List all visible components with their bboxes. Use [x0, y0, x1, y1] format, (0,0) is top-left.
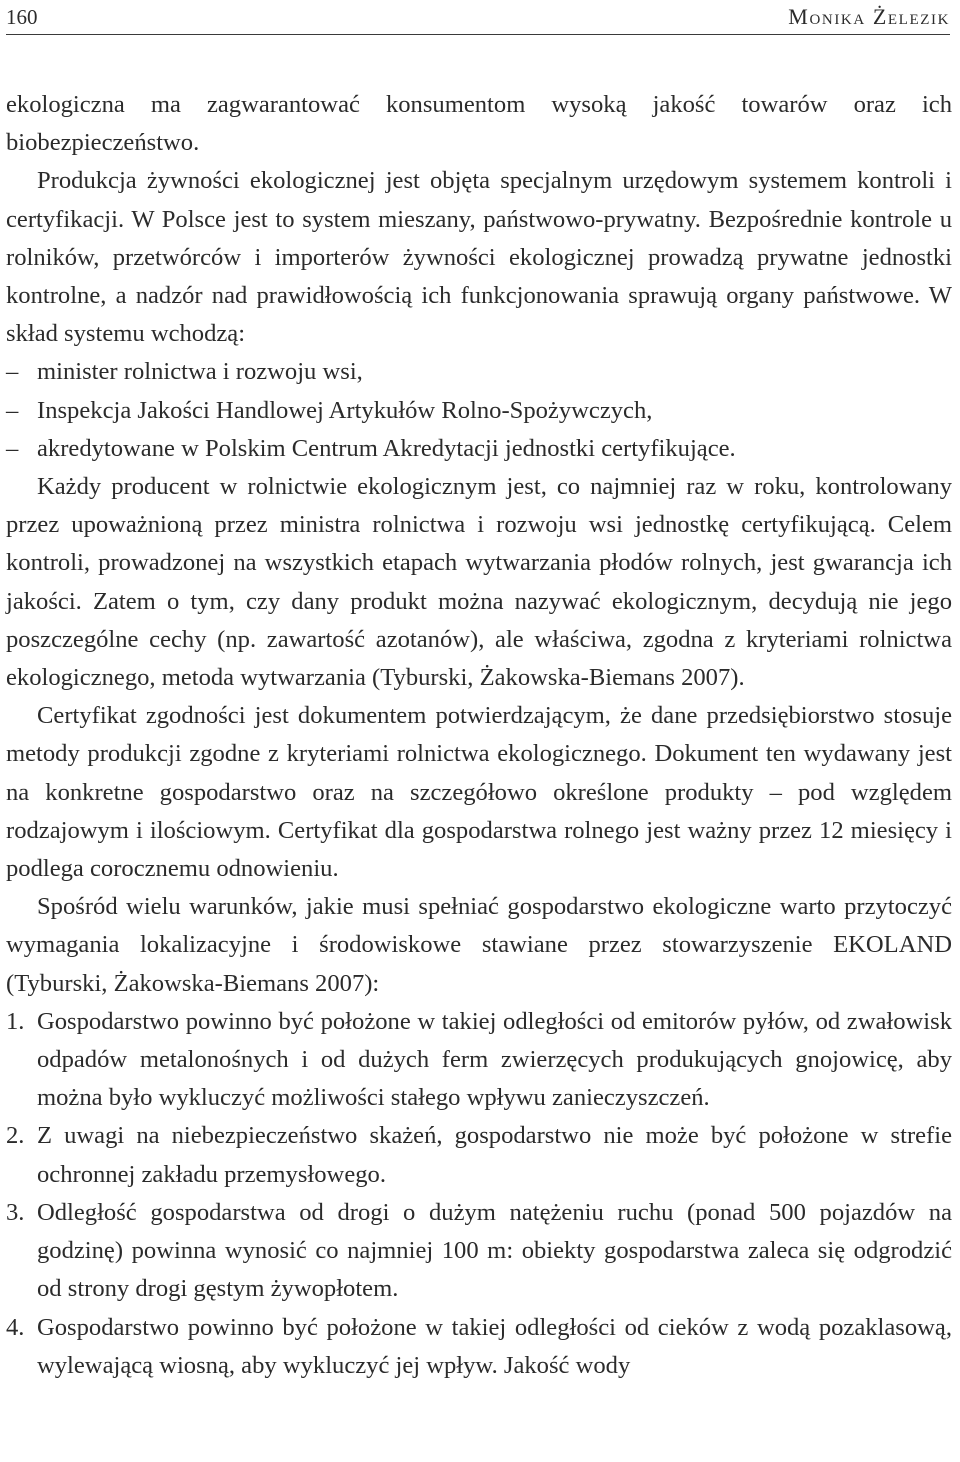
list-item-number: 3. [6, 1198, 25, 1226]
list-item-text: Odległość gospodarstwa od drogi o dużym natężeniu ruchu (ponad 500 pojazdów na godzinę) powinna wynosić co najmniej 100 m: obiekty gospodarstwa zaleca się odgrodzić od strony drogi gęstym żywopłotem. [37, 1198, 952, 1303]
running-head-author: Monika Żelezik [788, 4, 950, 29]
list-item [6, 1309, 952, 1385]
system-members-list [6, 353, 952, 468]
paragraph-ekoland-requirements: Spośród wielu warunków, jakie musi spełniać gospodarstwo ekologiczne warto przytoczyć wymagania lokalizacyjne i środowiskowe stawiane przez stowarzyszenie EKOLAND (Tyburski, Żakowska-Biemans 2007): [6, 893, 952, 997]
body-text [6, 86, 952, 1385]
list-item [6, 1117, 952, 1193]
list-item-number: 4. [6, 1313, 25, 1341]
requirements-list [6, 1003, 952, 1385]
list-item [6, 1003, 952, 1118]
list-item-text: Gospodarstwo powinno być położone w takiej odległości od emitorów pyłów, od zwałowisk odpadów metalonośnych i od dużych ferm zwierzęcych produkujących gnojowicę, aby można było wykluczyć możliwości stałego wpływu zanieczyszczeń. [37, 1007, 952, 1112]
list-item-text: Z uwagi na niebezpieczeństwo skażeń, gospodarstwo nie może być położone w strefie ochronnej zakładu przemysłowego. [37, 1122, 952, 1188]
paragraph-annual-control: Każdy producent w rolnictwie ekologicznym jest, co najmniej raz w roku, kontrolowany przez upoważnioną przez ministra rolnictwa i rozwoju wsi jednostkę certyfikującą. Celem kontroli, prowadzonej na wszystkich etapach wytwarzania płodów rolnych, jest gwarancja ich jakości. Zatem o tym, czy dany produkt można nazywać ekologicznym, decydują nie jego poszczególne cechy (np. zawartość azotanów), ale właściwa, zgodna z kryteriami rolnictwa ekologicznego, metoda wytwarzania (Tyburski, Żakowska-Biemans 2007). [6, 473, 952, 692]
list-item [6, 1194, 952, 1309]
paragraph-certificate: Certyfikat zgodności jest dokumentem potwierdzającym, że dane przedsiębiorstwo stosuje metody produkcji zgodne z kryteriami rolnictwa ekologicznego. Dokument ten wydawany jest na konkretne gospodarstwo oraz na szczegółowo określone produkty – pod względem rodzajowym i ilościowym. Certyfikat dla gospodarstwa rolnego jest ważny przez 12 miesięcy i podlega corocznemu odnowieniu. [6, 702, 952, 883]
list-item-number: 1. [6, 1007, 25, 1035]
paragraph-continuation: ekologiczna ma zagwarantować konsumentom wysoką jakość towarów oraz ich biobezpieczeństwo. [6, 91, 952, 157]
list-item-text: Gospodarstwo powinno być położone w takiej odległości od cieków z wodą pozaklasową, wylewającą wiosną, aby wykluczyć jej wpływ. Jakość wody [37, 1313, 952, 1379]
paragraph-control-system: Produkcja żywności ekologicznej jest objęta specjalnym urzędowym systemem kontroli i certyfikacji. W Polsce jest to system mieszany, państwowo-prywatny. Bezpośrednie kontrole u rolników, przetwórców i importerów żywności ekologicznej prowadzą prywatne jednostki kontrolne, a nadzór nad prawidłowością ich funkcjonowania sprawują organy państwowe. W skład systemu wchodzą: [6, 167, 952, 348]
list-item-number: 2. [6, 1122, 25, 1150]
list-item: – Inspekcja Jakości Handlowej Artykułów Rolno-Spożywczych, [6, 392, 952, 430]
page-number: 160 [6, 4, 38, 29]
running-head [6, 0, 950, 35]
list-item: – minister rolnictwa i rozwoju wsi, [6, 353, 952, 391]
list-item: – akredytowane w Polskim Centrum Akredytacji jednostki certyfikujące. [6, 430, 952, 468]
